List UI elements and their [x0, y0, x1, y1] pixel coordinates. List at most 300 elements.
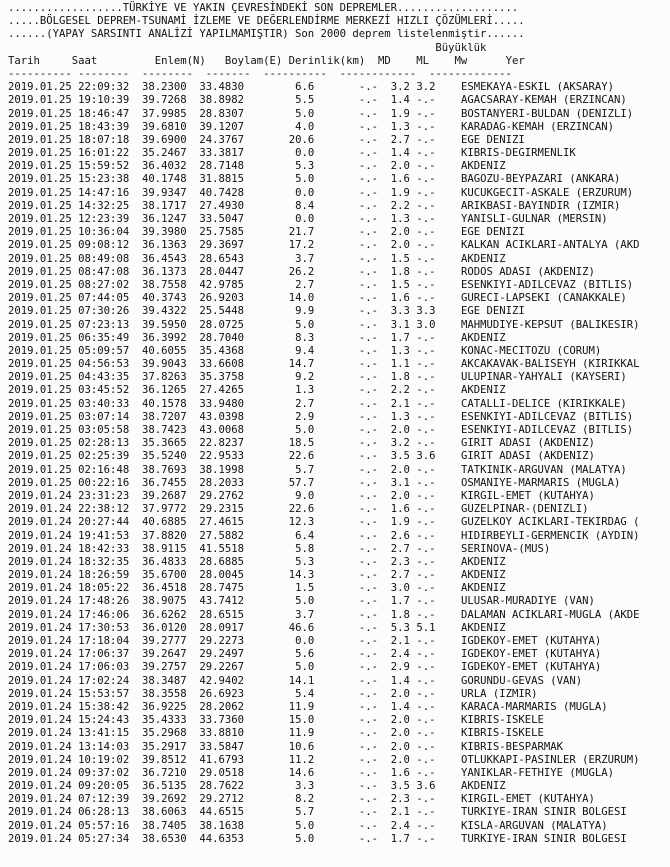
event-md: -.-: [358, 489, 379, 502]
event-md: -.-: [358, 819, 379, 832]
event-mw: 3.6: [416, 450, 436, 463]
event-mw: -.-: [416, 173, 436, 186]
event-location: ULUSAR-MURADIYE (VAN): [460, 595, 595, 608]
event-date: 2019.01.24: [8, 542, 72, 555]
event-mw: -.-: [416, 687, 436, 700]
event-location: OTLUKKAPI-PASINLER (ERZURUM): [460, 753, 640, 766]
event-date: 2019.01.24: [8, 555, 72, 568]
magnitude-group-header: [8, 42, 640, 55]
event-latitude: 38.7405: [141, 819, 187, 832]
event-rows: [8, 81, 640, 846]
event-row: [8, 675, 640, 688]
event-latitude: 40.1578: [141, 397, 187, 410]
event-date: 2019.01.25: [8, 226, 72, 239]
event-mw: -.-: [416, 806, 436, 819]
event-md: -.-: [358, 700, 379, 713]
event-location: ESENKIYI-ADILCEVAZ (BITLIS): [460, 410, 634, 423]
event-longitude: 29.2267: [199, 661, 245, 674]
event-ml: 1.4: [390, 700, 410, 713]
event-date: 2019.01.25: [8, 305, 72, 318]
event-latitude: 36.1265: [141, 384, 187, 397]
event-row: [8, 635, 640, 648]
event-longitude: 25.7585: [199, 226, 245, 239]
event-latitude: 36.1373: [141, 265, 187, 278]
event-location: KONAC-MECITOZU (CORUM): [460, 344, 602, 357]
event-md: -.-: [358, 410, 379, 423]
event-md: -.-: [358, 344, 379, 357]
event-md: -.-: [358, 437, 379, 450]
event-depth: 3.7: [295, 252, 315, 265]
event-row: [8, 543, 640, 556]
event-date: 2019.01.25: [8, 133, 72, 146]
event-longitude: 31.8815: [199, 173, 245, 186]
event-date: 2019.01.24: [8, 516, 72, 529]
event-row: [8, 147, 640, 160]
event-ml: 1.7: [390, 331, 410, 344]
event-mw: -.-: [416, 793, 436, 806]
event-time: 08:49:08: [78, 252, 130, 265]
event-row: [8, 253, 640, 266]
event-ml: 2.1: [390, 397, 410, 410]
event-md: -.-: [358, 529, 379, 542]
event-date: 2019.01.25: [8, 147, 72, 160]
event-time: 06:35:49: [78, 331, 130, 344]
event-depth: 5.7: [295, 463, 315, 476]
event-location: GUZELPINAR-(DENIZLI): [460, 503, 589, 516]
event-location: KIBRIS-BESPARMAK: [460, 740, 564, 753]
event-row: [8, 820, 640, 833]
event-ml: 2.0: [390, 753, 410, 766]
event-ml: 2.0: [390, 226, 410, 239]
event-location: SERINOVA-(MUS): [460, 542, 551, 555]
event-time: 05:09:57: [78, 344, 130, 357]
event-location: AKDENIZ: [460, 555, 506, 568]
event-row: [8, 661, 640, 674]
column-depth: Derinlik(km): [288, 54, 366, 67]
event-mw: -.-: [416, 503, 436, 516]
event-row: [8, 477, 640, 490]
event-mw: -.-: [416, 674, 436, 687]
event-row: [8, 187, 640, 200]
event-location: KARADAG-KEMAH (ERZINCAN): [460, 120, 615, 133]
event-date: 2019.01.25: [8, 331, 72, 344]
event-location: GURECI-LAPSEKI (CANAKKALE): [460, 292, 627, 305]
event-row: [8, 358, 640, 371]
event-ml: 2.0: [390, 727, 410, 740]
event-longitude: 28.7475: [199, 582, 245, 595]
event-time: 03:45:52: [78, 384, 130, 397]
event-row: [8, 595, 640, 608]
event-row: [8, 384, 640, 397]
event-depth: 0.0: [295, 635, 315, 647]
event-latitude: 40.6885: [141, 516, 187, 529]
event-date: 2019.01.24: [8, 661, 72, 674]
event-latitude: 39.9043: [141, 358, 187, 371]
event-depth: 9.9: [295, 305, 315, 318]
event-mw: 3.3: [416, 305, 436, 318]
event-time: 17:46:06: [78, 608, 130, 621]
event-latitude: 35.2467: [141, 147, 187, 160]
event-date: 2019.01.24: [8, 780, 72, 793]
event-row: [8, 266, 640, 279]
event-time: 17:06:03: [78, 661, 130, 674]
event-latitude: 38.9115: [141, 542, 187, 555]
event-longitude: 41.5518: [199, 542, 245, 555]
event-md: -.-: [358, 265, 379, 278]
event-mw: -.-: [416, 199, 436, 212]
event-ml: 1.6: [390, 766, 410, 779]
event-latitude: 38.7423: [141, 424, 187, 436]
event-mw: -.-: [416, 555, 436, 568]
event-latitude: 39.9347: [141, 186, 187, 199]
event-date: 2019.01.25: [8, 81, 72, 94]
event-mw: -.-: [416, 819, 436, 832]
event-ml: 2.3: [390, 555, 410, 568]
event-mw: -.-: [416, 107, 436, 120]
event-longitude: 29.3697: [199, 239, 245, 252]
event-longitude: 33.5847: [199, 740, 245, 753]
event-date: 2019.01.25: [8, 476, 72, 489]
event-location: KUCUKGECIT-ASKALE (ERZURUM): [460, 186, 634, 199]
event-md: -.-: [358, 674, 379, 687]
event-time: 10:19:02: [78, 753, 130, 766]
event-mw: 3.0: [416, 318, 436, 331]
event-ml: 1.4: [390, 147, 410, 160]
event-latitude: 35.4333: [141, 714, 187, 727]
earthquake-listing: [8, 2, 640, 846]
event-md: -.-: [358, 186, 379, 199]
event-longitude: 38.1638: [199, 819, 245, 832]
event-time: 13:14:03: [78, 740, 130, 753]
event-time: 18:43:39: [78, 120, 130, 133]
event-time: 15:59:52: [78, 160, 130, 173]
event-depth: 0.0: [295, 186, 315, 199]
event-longitude: 43.0068: [199, 424, 245, 436]
event-md: -.-: [358, 252, 379, 265]
event-date: 2019.01.24: [8, 582, 72, 595]
event-date: 2019.01.25: [8, 424, 72, 436]
event-md: -.-: [358, 832, 379, 845]
event-location: GIRIT ADASI (AKDENIZ): [460, 437, 595, 450]
event-latitude: 39.8512: [141, 753, 187, 766]
event-longitude: 35.4368: [199, 344, 245, 357]
event-date: 2019.01.24: [8, 819, 72, 832]
event-md: -.-: [358, 94, 379, 107]
event-md: -.-: [358, 635, 379, 647]
event-latitude: 38.6063: [141, 806, 187, 819]
event-row: [8, 398, 640, 411]
event-ml: 1.3: [390, 410, 410, 423]
event-longitude: 28.0045: [199, 569, 245, 582]
event-depth: 5.0: [295, 595, 315, 608]
event-md: -.-: [358, 503, 379, 516]
event-md: -.-: [358, 740, 379, 753]
event-row: [8, 503, 640, 516]
event-longitude: 29.0518: [199, 766, 245, 779]
event-depth: 0.0: [295, 213, 315, 225]
event-md: -.-: [358, 173, 379, 186]
event-time: 00:22:16: [78, 476, 130, 489]
event-mw: -.-: [416, 608, 436, 621]
event-md: -.-: [358, 766, 379, 779]
event-time: 17:02:24: [78, 674, 130, 687]
column-ml: ML: [416, 54, 430, 67]
event-depth: 46.6: [288, 621, 315, 634]
event-longitude: 26.9203: [199, 292, 245, 305]
event-row: [8, 160, 640, 173]
event-ml: 1.9: [390, 186, 410, 199]
event-latitude: 36.4518: [141, 582, 187, 595]
event-ml: 1.5: [390, 278, 410, 291]
event-ml: 3.2: [390, 81, 410, 94]
event-row: [8, 490, 640, 503]
event-md: -.-: [358, 753, 379, 766]
event-latitude: 36.5135: [141, 780, 187, 793]
event-longitude: 35.3758: [199, 371, 245, 384]
event-date: 2019.01.25: [8, 186, 72, 199]
event-row: [8, 213, 640, 226]
event-longitude: 28.0917: [199, 621, 245, 634]
event-longitude: 28.7622: [199, 780, 245, 793]
event-longitude: 44.6353: [199, 832, 245, 845]
event-longitude: 43.0398: [199, 410, 245, 423]
event-mw: -.-: [416, 160, 436, 173]
event-time: 16:01:22: [78, 147, 130, 160]
event-md: -.-: [358, 397, 379, 410]
event-md: -.-: [358, 648, 379, 661]
event-latitude: 39.5950: [141, 318, 187, 331]
event-md: -.-: [358, 727, 379, 740]
event-md: -.-: [358, 793, 379, 806]
event-latitude: 37.8820: [141, 529, 187, 542]
event-longitude: 33.7360: [199, 714, 245, 727]
header-separator: ---------- -------- -------- ------- ---------- ------------ -------------: [8, 67, 512, 80]
event-latitude: 39.2687: [141, 489, 187, 502]
event-mw: -.-: [416, 331, 436, 344]
event-ml: 2.0: [390, 714, 410, 727]
event-longitude: 24.3767: [199, 133, 245, 146]
event-mw: -.-: [416, 740, 436, 753]
event-depth: 12.3: [288, 516, 315, 529]
event-date: 2019.01.25: [8, 450, 72, 463]
event-row: [8, 239, 640, 252]
event-depth: 6.6: [295, 81, 315, 94]
event-location: TURKIYE-IRAN SINIR BOLGESI: [460, 806, 627, 819]
event-depth: 4.0: [295, 120, 315, 133]
event-mw: -.-: [416, 661, 436, 674]
event-ml: 1.7: [390, 832, 410, 845]
event-row: [8, 108, 640, 121]
event-depth: 17.2: [288, 239, 315, 252]
event-mw: -.-: [416, 727, 436, 740]
event-location: YANIKLAR-FETHIYE (MUGLA): [460, 766, 615, 779]
event-longitude: 25.5448: [199, 305, 245, 318]
event-date: 2019.01.25: [8, 384, 72, 397]
event-md: -.-: [358, 661, 379, 674]
event-latitude: 38.1717: [141, 199, 187, 212]
event-depth: 5.0: [295, 819, 315, 832]
event-location: TATKINIK-ARGUVAN (MALATYA): [460, 463, 627, 476]
event-row: [8, 424, 640, 437]
event-time: 07:44:05: [78, 292, 130, 305]
event-mw: -.-: [416, 252, 436, 265]
event-time: 03:05:58: [78, 424, 130, 436]
event-depth: 5.8: [295, 542, 315, 555]
event-depth: 5.0: [295, 661, 315, 674]
event-row: [8, 121, 640, 134]
event-md: -.-: [358, 687, 379, 700]
event-date: 2019.01.24: [8, 608, 72, 621]
event-ml: 1.3: [390, 213, 410, 225]
event-location: KIBRIS-ISKELE: [460, 727, 544, 740]
column-header-row: [8, 55, 640, 68]
event-time: 15:23:38: [78, 173, 130, 186]
event-latitude: 39.6810: [141, 120, 187, 133]
event-longitude: 29.2712: [199, 793, 245, 806]
event-depth: 2.9: [295, 410, 315, 423]
event-mw: -.-: [416, 595, 436, 608]
event-depth: 5.3: [295, 555, 315, 568]
event-latitude: 38.7693: [141, 463, 187, 476]
event-ml: 3.0: [390, 582, 410, 595]
event-depth: 18.5: [288, 437, 315, 450]
event-latitude: 36.7455: [141, 476, 187, 489]
event-row: [8, 767, 640, 780]
event-mw: -.-: [416, 344, 436, 357]
event-row: [8, 226, 640, 239]
event-latitude: 40.6055: [141, 344, 187, 357]
event-row: [8, 569, 640, 582]
event-depth: 9.4: [295, 344, 315, 357]
event-location: IGDEKOY-EMET (KUTAHYA): [460, 661, 602, 674]
event-time: 18:42:33: [78, 542, 130, 555]
event-depth: 8.3: [295, 331, 315, 344]
event-date: 2019.01.24: [8, 489, 72, 502]
event-longitude: 44.6515: [199, 806, 245, 819]
event-row: [8, 411, 640, 424]
event-mw: -.-: [416, 569, 436, 582]
event-depth: 22.6: [288, 450, 315, 463]
event-date: 2019.01.25: [8, 173, 72, 186]
event-longitude: 26.6923: [199, 687, 245, 700]
event-time: 19:10:39: [78, 94, 130, 107]
event-depth: 26.2: [288, 265, 315, 278]
event-latitude: 36.9225: [141, 700, 187, 713]
event-md: -.-: [358, 199, 379, 212]
event-time: 23:31:23: [78, 489, 130, 502]
event-mw: -.-: [416, 94, 436, 107]
event-latitude: 39.3980: [141, 226, 187, 239]
event-location: OSMANIYE-MARMARIS (MUGLA): [460, 476, 621, 489]
event-time: 20:27:44: [78, 516, 130, 529]
event-location: TURKIYE-IRAN SINIR BOLGESI: [460, 832, 627, 845]
event-md: -.-: [358, 318, 379, 331]
event-longitude: 28.0725: [199, 318, 245, 331]
event-ml: 1.3: [390, 120, 410, 133]
event-location: IGDEKOY-EMET (KUTAHYA): [460, 648, 602, 661]
event-ml: 2.7: [390, 569, 410, 582]
event-row: [8, 622, 640, 635]
event-ml: 2.0: [390, 687, 410, 700]
event-mw: -.-: [416, 700, 436, 713]
column-time: Saat: [71, 54, 98, 67]
event-row: [8, 371, 640, 384]
event-date: 2019.01.24: [8, 832, 72, 845]
event-mw: -.-: [416, 516, 436, 529]
event-mw: -.-: [416, 358, 436, 371]
event-ml: 2.1: [390, 635, 410, 647]
event-latitude: 36.1363: [141, 239, 187, 252]
event-mw: -.-: [416, 766, 436, 779]
event-location: AKDENIZ: [460, 252, 506, 265]
event-date: 2019.01.25: [8, 278, 72, 291]
event-location: EGE DENIZI: [460, 305, 525, 318]
event-depth: 14.0: [288, 292, 315, 305]
event-mw: -.-: [416, 371, 436, 384]
event-date: 2019.01.25: [8, 120, 72, 133]
event-ml: 2.0: [390, 740, 410, 753]
event-longitude: 38.1998: [199, 463, 245, 476]
event-ml: 1.7: [390, 595, 410, 608]
event-md: -.-: [358, 358, 379, 371]
event-row: [8, 332, 640, 345]
magnitude-group-label: Büyüklük: [435, 41, 487, 54]
event-date: 2019.01.25: [8, 94, 72, 107]
event-md: -.-: [358, 714, 379, 727]
event-location: KIBRIS-DEGIRMENLIK: [460, 147, 576, 160]
event-longitude: 29.2315: [199, 503, 245, 516]
event-latitude: 39.2757: [141, 661, 187, 674]
event-ml: 1.8: [390, 265, 410, 278]
event-row: [8, 609, 640, 622]
event-ml: 1.6: [390, 503, 410, 516]
event-latitude: 39.2777: [141, 635, 187, 647]
event-md: -.-: [358, 331, 379, 344]
event-mw: -.-: [416, 542, 436, 555]
event-md: -.-: [358, 107, 379, 120]
event-date: 2019.01.24: [8, 700, 72, 713]
event-date: 2019.01.25: [8, 397, 72, 410]
event-longitude: 40.7428: [199, 186, 245, 199]
event-mw: -.-: [416, 226, 436, 239]
event-ml: 2.0: [390, 239, 410, 252]
event-depth: 8.2: [295, 793, 315, 806]
event-row: [8, 793, 640, 806]
event-ml: 2.0: [390, 463, 410, 476]
event-depth: 5.0: [295, 832, 315, 845]
event-md: -.-: [358, 516, 379, 529]
event-location: CATALLI-DELICE (KIRIKKALE): [460, 397, 627, 410]
event-row: [8, 530, 640, 543]
event-longitude: 39.1207: [199, 120, 245, 133]
event-md: -.-: [358, 595, 379, 608]
event-latitude: 39.7268: [141, 94, 187, 107]
event-time: 07:23:13: [78, 318, 130, 331]
event-location: AKDENIZ: [460, 160, 506, 173]
event-depth: 5.4: [295, 687, 315, 700]
event-depth: 2.7: [295, 397, 315, 410]
event-latitude: 38.6530: [141, 832, 187, 845]
event-latitude: 36.0120: [141, 621, 187, 634]
event-depth: 1.3: [295, 384, 315, 397]
event-location: HIDIRBEYLI-GERMENCIK (AYDIN): [460, 529, 640, 542]
event-mw: -.-: [416, 397, 436, 410]
event-depth: 5.0: [295, 107, 315, 120]
event-md: -.-: [358, 133, 379, 146]
event-depth: 5.0: [295, 173, 315, 186]
event-date: 2019.01.24: [8, 595, 72, 608]
event-latitude: 38.3558: [141, 687, 187, 700]
